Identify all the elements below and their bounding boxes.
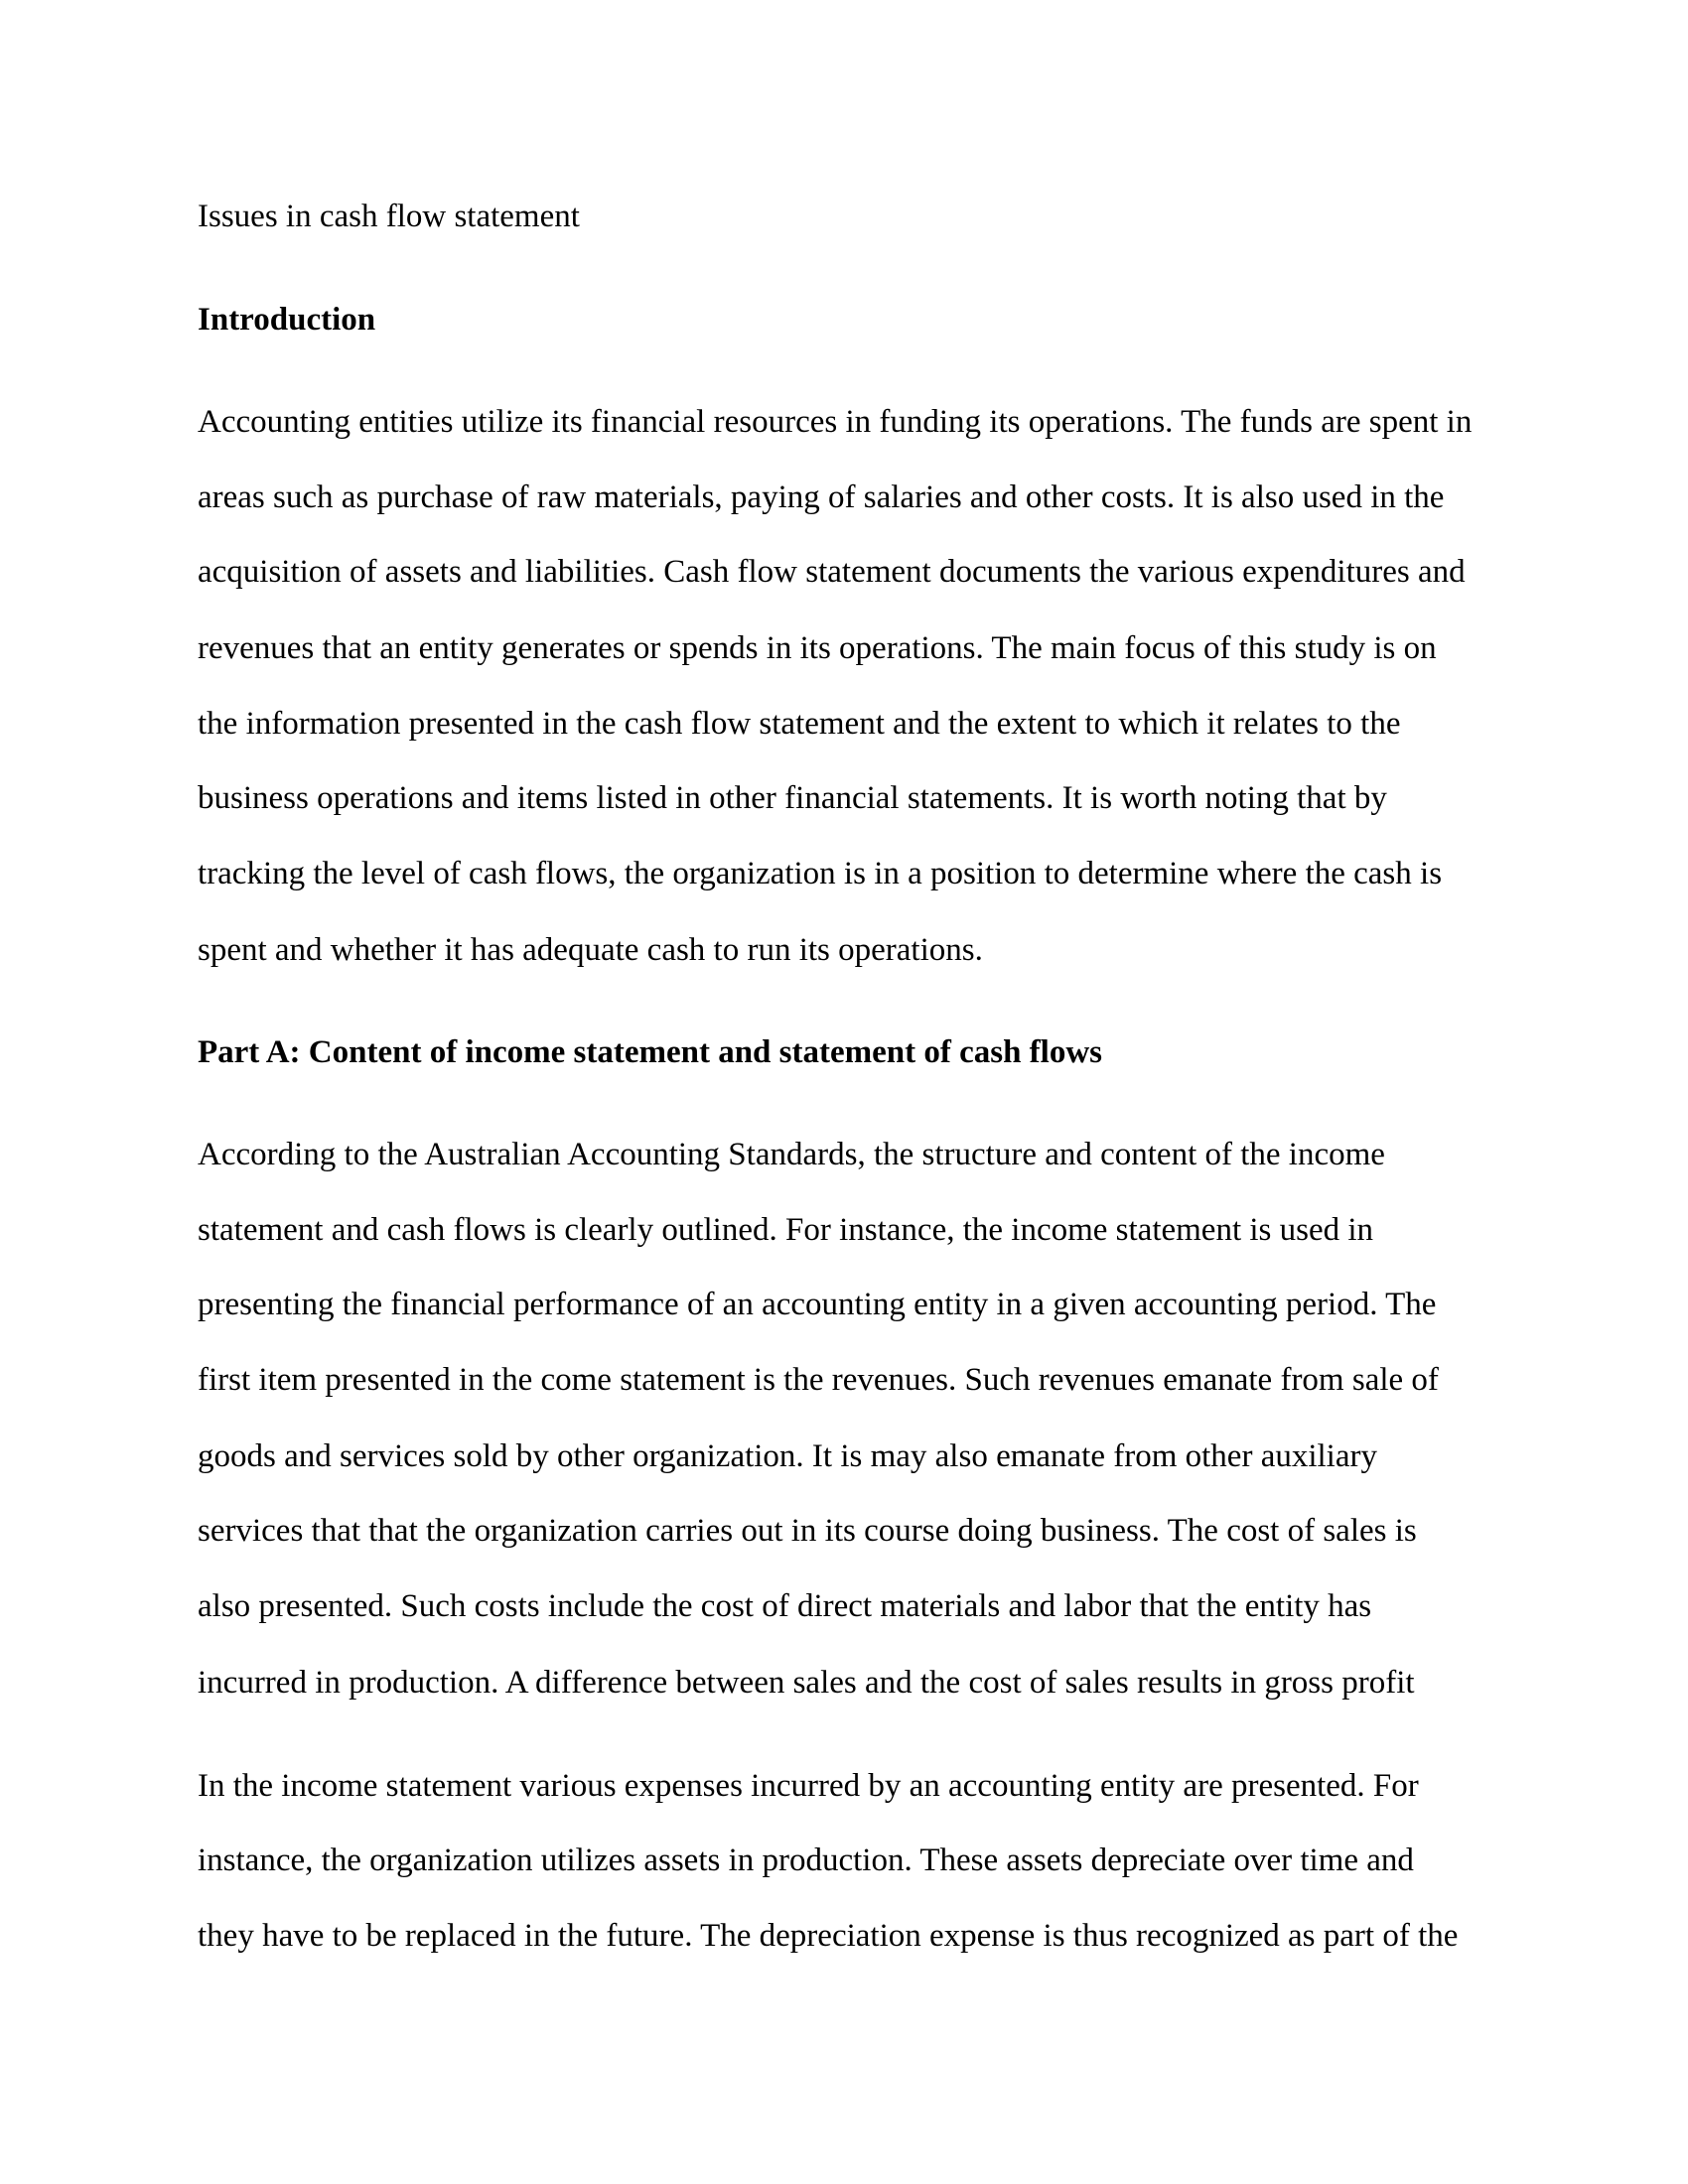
text-line: the information presented in the cash flow statement and the extent to which it relates to the	[198, 706, 1401, 742]
text-line: In the income statement various expenses incurred by an accounting entity are presented. For	[198, 1768, 1419, 1804]
text-line: statement and cash flows is clearly outlined. For instance, the income statement is used in	[198, 1212, 1374, 1248]
text-line: they have to be replaced in the future. The depreciation expense is thus recognized as part of the	[198, 1918, 1459, 1954]
section-heading-introduction: Introduction	[198, 302, 376, 338]
text-line: also presented. Such costs include the cost of direct materials and labor that the entity has	[198, 1588, 1372, 1624]
text-line: spent and whether it has adequate cash to run its operations.	[198, 932, 983, 968]
text-line: goods and services sold by other organization. It is may also emanate from other auxiliary	[198, 1438, 1377, 1474]
document-title: Issues in cash flow statement	[198, 199, 580, 234]
text-line: first item presented in the come statement is the revenues. Such revenues emanate from sale of	[198, 1362, 1439, 1398]
text-line: Accounting entities utilize its financial resources in funding its operations. The funds are spent in	[198, 404, 1473, 440]
text-line: presenting the financial performance of an accounting entity in a given accounting period. The	[198, 1287, 1437, 1322]
text-line: instance, the organization utilizes assets in production. These assets depreciate over time and	[198, 1843, 1414, 1878]
text-line: services that that the organization carries out in its course doing business. The cost of sales is	[198, 1513, 1417, 1549]
text-line: areas such as purchase of raw materials, paying of salaries and other costs. It is also used in the	[198, 479, 1445, 515]
text-line: tracking the level of cash flows, the organization is in a position to determine where the cash is	[198, 856, 1443, 891]
text-line: acquisition of assets and liabilities. Cash flow statement documents the various expenditures and	[198, 554, 1466, 590]
text-line: incurred in production. A difference between sales and the cost of sales results in gross profit	[198, 1665, 1415, 1701]
section-heading-part-a: Part A: Content of income statement and statement of cash flows	[198, 1034, 1103, 1070]
text-line: According to the Australian Accounting Standards, the structure and content of the income	[198, 1137, 1385, 1172]
text-line: business operations and items listed in other financial statements. It is worth noting that by	[198, 780, 1387, 816]
text-line: revenues that an entity generates or spends in its operations. The main focus of this study is on	[198, 630, 1437, 666]
